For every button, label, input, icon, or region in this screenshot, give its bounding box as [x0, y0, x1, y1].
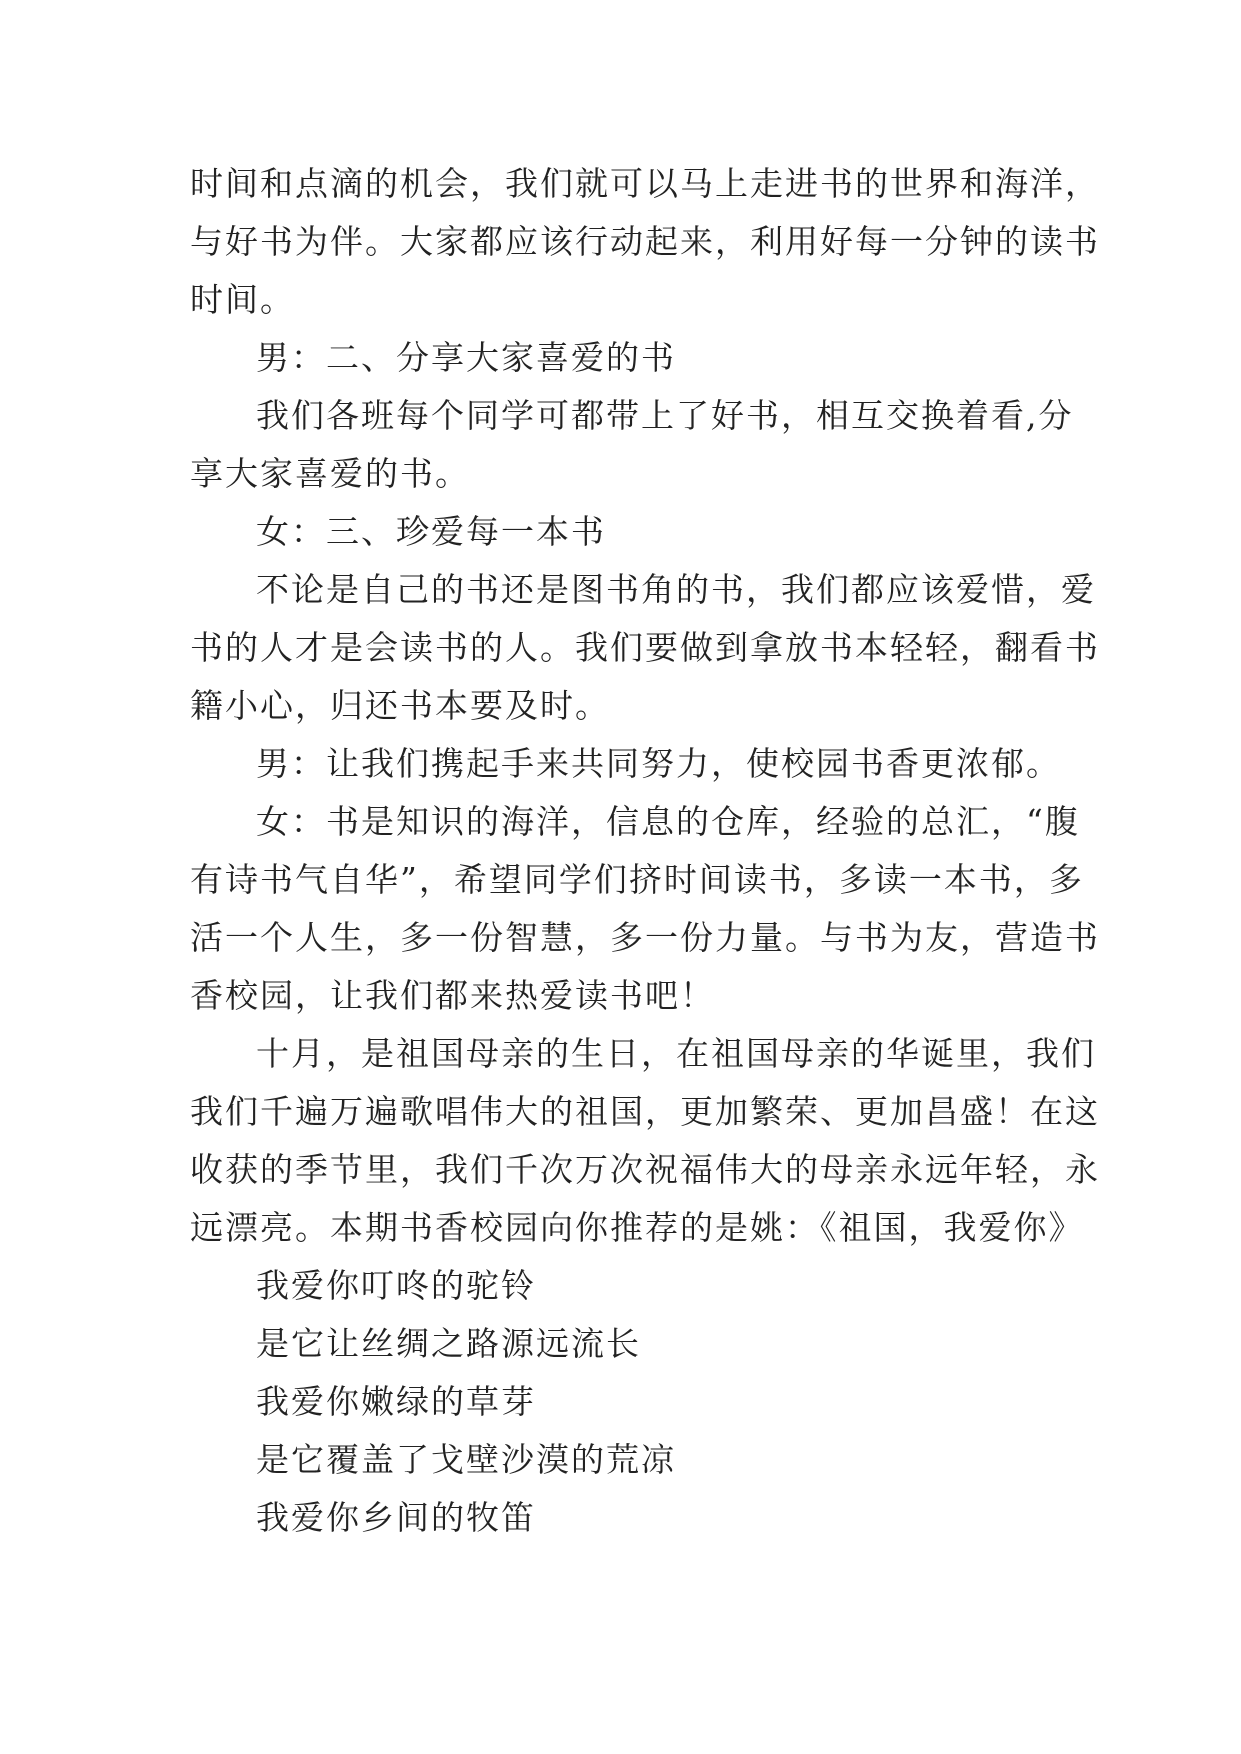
- poem-line: 是它覆盖了戈壁沙漠的荒凉: [256, 1440, 676, 1479]
- document-body: [190, 155, 1100, 1547]
- section-heading: 女：三、珍爱每一本书: [256, 512, 606, 551]
- text-line: 享大家喜爱的书。: [190, 454, 470, 493]
- text-line: 远漂亮。本期书香校园向你推荐的是姚：《祖国，我爱你》: [190, 1208, 1084, 1247]
- text-line: 男：让我们携起手来共同努力，使校园书香更浓郁。: [256, 744, 1061, 783]
- text-line: 有诗书气自华”，希望同学们挤时间读书，多读一本书，多: [190, 860, 1084, 899]
- poem-line: 我爱你嫩绿的草芽: [256, 1382, 536, 1421]
- text-line: 籍小心，归还书本要及时。: [190, 686, 610, 725]
- text-line: 女：书是知识的海洋，信息的仓库，经验的总汇，“腹: [256, 802, 1080, 841]
- text-line: 活一个人生，多一份智慧，多一份力量。与书为友，营造书: [190, 918, 1100, 957]
- text-line: 不论是自己的书还是图书角的书，我们都应该爱惜，爱: [256, 570, 1096, 609]
- section-heading: 男：二、分享大家喜爱的书: [256, 338, 676, 377]
- text-line: 香校园，让我们都来热爱读书吧！: [190, 976, 715, 1015]
- text-line: 时间和点滴的机会，我们就可以马上走进书的世界和海洋，: [190, 164, 1100, 203]
- text-line: 十月，是祖国母亲的生日，在祖国母亲的华诞里，我们: [256, 1034, 1096, 1073]
- text-line: 书的人才是会读书的人。我们要做到拿放书本轻轻，翻看书: [190, 628, 1100, 667]
- text-line: 与好书为伴。大家都应该行动起来，利用好每一分钟的读书: [190, 222, 1100, 261]
- text-line: 我们各班每个同学可都带上了好书，相互交换着看,分: [256, 396, 1074, 435]
- poem-line: 是它让丝绸之路源远流长: [256, 1324, 641, 1363]
- text-line: 我们千遍万遍歌唱伟大的祖国，更加繁荣、更加昌盛！在这: [190, 1092, 1100, 1131]
- poem-line: 我爱你乡间的牧笛: [256, 1498, 536, 1537]
- text-line: 时间。: [190, 280, 295, 319]
- poem-line: 我爱你叮咚的驼铃: [256, 1266, 536, 1305]
- text-line: 收获的季节里，我们千次万次祝福伟大的母亲永远年轻，永: [190, 1150, 1100, 1189]
